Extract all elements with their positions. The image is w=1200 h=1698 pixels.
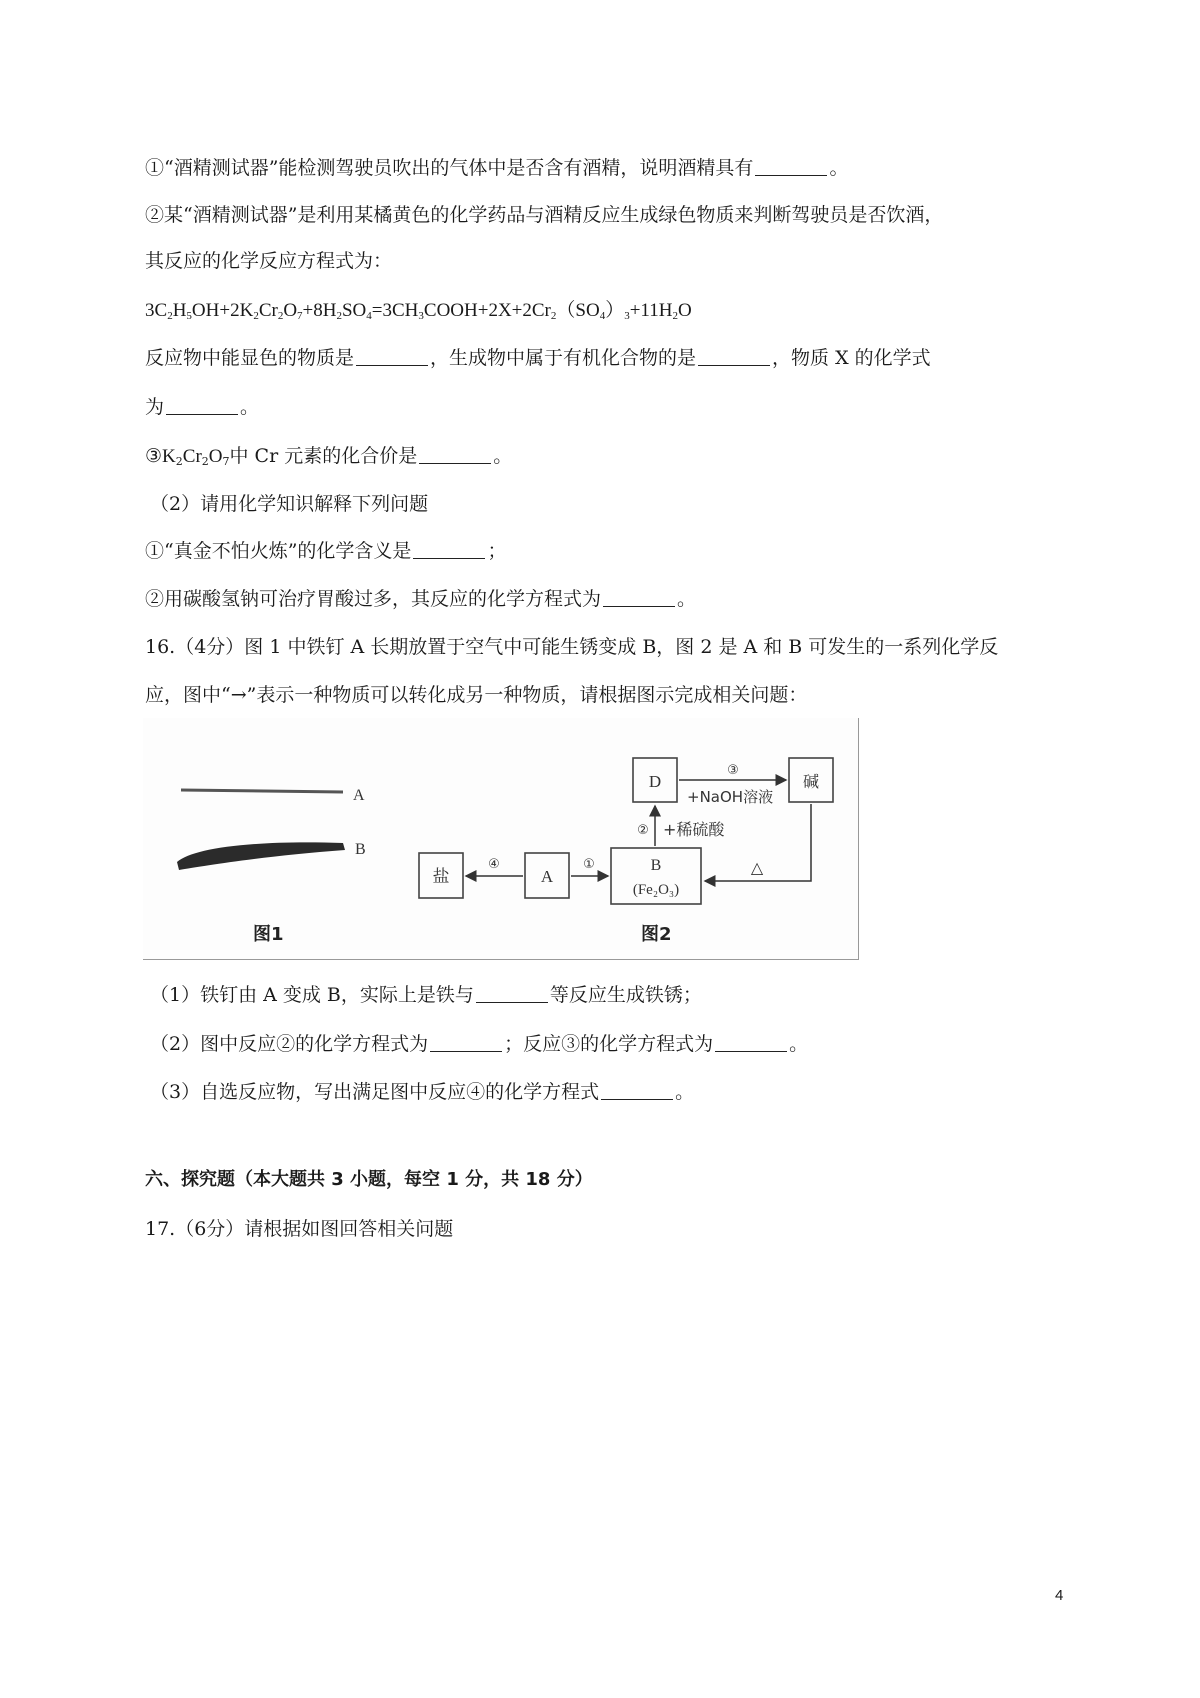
- figure-2-caption: 图2: [641, 924, 672, 945]
- formula-part: O: [208, 446, 223, 467]
- nail-a-shape: [181, 790, 343, 792]
- text: 。: [677, 588, 697, 610]
- salt-label: 盐: [432, 867, 450, 887]
- answer-blank[interactable]: [698, 347, 770, 366]
- eq-sub: 2: [550, 310, 557, 322]
- text: 。: [829, 157, 849, 179]
- nail-b-label: B: [355, 841, 366, 858]
- eq-part: （SO: [556, 300, 600, 321]
- text: ；反应③的化学方程式为: [504, 1033, 714, 1055]
- figure-1-caption: 图1: [253, 924, 284, 945]
- sub-question-heading: [150, 491, 428, 517]
- base-label: 碱: [802, 772, 820, 791]
- answer-blank[interactable]: [413, 540, 485, 559]
- text: （3）自选反应物，写出满足图中反应④的化学方程式: [150, 1081, 600, 1103]
- eq-sub: 4: [599, 310, 606, 322]
- text: 。: [675, 1081, 695, 1103]
- sub-question-1: [150, 982, 702, 1008]
- eq-part: SO: [341, 300, 367, 321]
- eq-part: =3CH: [371, 300, 419, 321]
- eq-part: OH+2K: [191, 300, 254, 321]
- formula-part: Cr: [182, 446, 202, 467]
- eq-sub: 2: [672, 310, 678, 322]
- box-d-label: D: [648, 772, 662, 791]
- box-b-label: B: [650, 857, 662, 874]
- text: 。: [240, 396, 260, 418]
- page-number: 4: [1055, 1587, 1064, 1604]
- eq-part: H: [172, 300, 187, 321]
- answer-blank[interactable]: [603, 588, 675, 607]
- question-line-10: [145, 586, 696, 612]
- answer-blank[interactable]: [476, 984, 548, 1003]
- text: 。: [789, 1033, 809, 1055]
- question-line-2: [145, 202, 943, 228]
- step-3-label: ③: [727, 763, 739, 778]
- answer-blank[interactable]: [356, 347, 428, 366]
- eq-part: O: [283, 300, 298, 321]
- formula-part: ③K: [145, 446, 176, 467]
- answer-blank[interactable]: [601, 1081, 673, 1100]
- eq-part: ）: [605, 300, 625, 321]
- eq-sub: 4: [366, 310, 372, 322]
- answer-blank[interactable]: [166, 396, 238, 415]
- text: （2）请用化学知识解释下列问题: [150, 493, 429, 515]
- eq-part: +8H: [302, 300, 337, 321]
- formula-sub: 2: [175, 455, 183, 468]
- eq-part: 3C: [145, 300, 168, 321]
- eq-sub: 2: [253, 310, 259, 322]
- eq-part: COOH+2X+2Cr: [423, 300, 551, 321]
- text: （1）铁钉由 A 变成 B，实际上是铁与: [150, 984, 474, 1006]
- sub-question-3: [150, 1079, 694, 1105]
- answer-blank[interactable]: [430, 1033, 502, 1052]
- text: 应，图中“→”表示一种物质可以转化成另一种物质，请根据图示完成相关问题：: [145, 684, 808, 706]
- text: 为: [145, 396, 165, 418]
- question-line-9: [145, 538, 506, 564]
- eq-sub: 2: [277, 310, 284, 322]
- text: 16.（4分）图 1 中铁钉 A 长期放置于空气中可能生锈变成 B，图 2 是 A 和 B 可发生的一系列化学反: [145, 636, 999, 658]
- formula-sub: 2: [201, 455, 209, 468]
- eq-sub: 3: [624, 310, 630, 322]
- box-b-formula: (Fe₂O₃): [632, 882, 680, 898]
- sub-question-2: [150, 1031, 808, 1057]
- text: 。: [493, 445, 513, 467]
- nail-a-label: A: [353, 787, 365, 804]
- question-line-6: [145, 394, 259, 420]
- formula-sub: 7: [222, 455, 230, 468]
- question-line-3: [145, 248, 392, 274]
- box-a-label: A: [540, 867, 554, 886]
- text: 17.（6分）请根据如图回答相关问题: [145, 1218, 454, 1240]
- text: 六、探究题（本大题共 3 小题，每空 1 分，共 18 分）: [145, 1169, 593, 1190]
- question-16-line-2: [145, 682, 807, 708]
- answer-blank[interactable]: [419, 445, 491, 464]
- text: 等反应生成铁锈；: [549, 984, 702, 1006]
- text: 中 Cr 元素的化合价是: [229, 445, 418, 467]
- text: （2）图中反应②的化学方程式为: [150, 1033, 429, 1055]
- heat-symbol: △: [750, 858, 764, 877]
- question-line-7: [145, 443, 512, 470]
- question-17: [145, 1216, 453, 1242]
- eq-part: +11H: [629, 300, 673, 321]
- eq-sub: 7: [297, 310, 303, 322]
- reagent-naoh-label: +NaOH溶液: [687, 788, 774, 806]
- text: ②用碳酸氢钠可治疗胃酸过多，其反应的化学方程式为: [145, 588, 602, 610]
- question-line-5: [145, 345, 931, 371]
- chemical-equation: [145, 298, 692, 324]
- step-1-label: ①: [583, 857, 595, 872]
- eq-sub: 2: [336, 310, 342, 322]
- text: ；: [487, 540, 507, 562]
- reagent-acid-label: +稀硫酸: [663, 820, 725, 839]
- text: 反应物中能显色的物质是: [145, 347, 355, 369]
- text: ，生成物中属于有机化合物的是: [430, 347, 697, 369]
- eq-part: Cr: [258, 300, 278, 321]
- rusty-nail-b-shape: [177, 842, 345, 870]
- text: ①“真金不怕火炼”的化学含义是: [145, 540, 412, 562]
- step-4-label: ④: [488, 857, 500, 872]
- text: ，物质 X 的化学式: [772, 347, 931, 369]
- eq-sub: 2: [167, 310, 173, 322]
- reaction-figure: [143, 718, 859, 960]
- eq-sub: 3: [418, 310, 424, 322]
- eq-part: O: [677, 300, 692, 321]
- section-heading: [145, 1167, 593, 1193]
- step-2-label: ②: [637, 823, 649, 838]
- text: 其反应的化学反应方程式为：: [145, 250, 393, 272]
- eq-sub: 5: [186, 310, 192, 322]
- figure-svg: [143, 718, 858, 959]
- text: ②某“酒精测试器”是利用某橘黄色的化学药品与酒精反应生成绿色物质来判断驾驶员是否饮酒，: [145, 204, 944, 226]
- question-line-1: [145, 155, 848, 181]
- question-16-line-1: [145, 634, 998, 660]
- answer-blank[interactable]: [715, 1033, 787, 1052]
- text: ①“酒精测试器”能检测驾驶员吹出的气体中是否含有酒精，说明酒精具有: [145, 157, 754, 179]
- answer-blank[interactable]: [755, 157, 827, 176]
